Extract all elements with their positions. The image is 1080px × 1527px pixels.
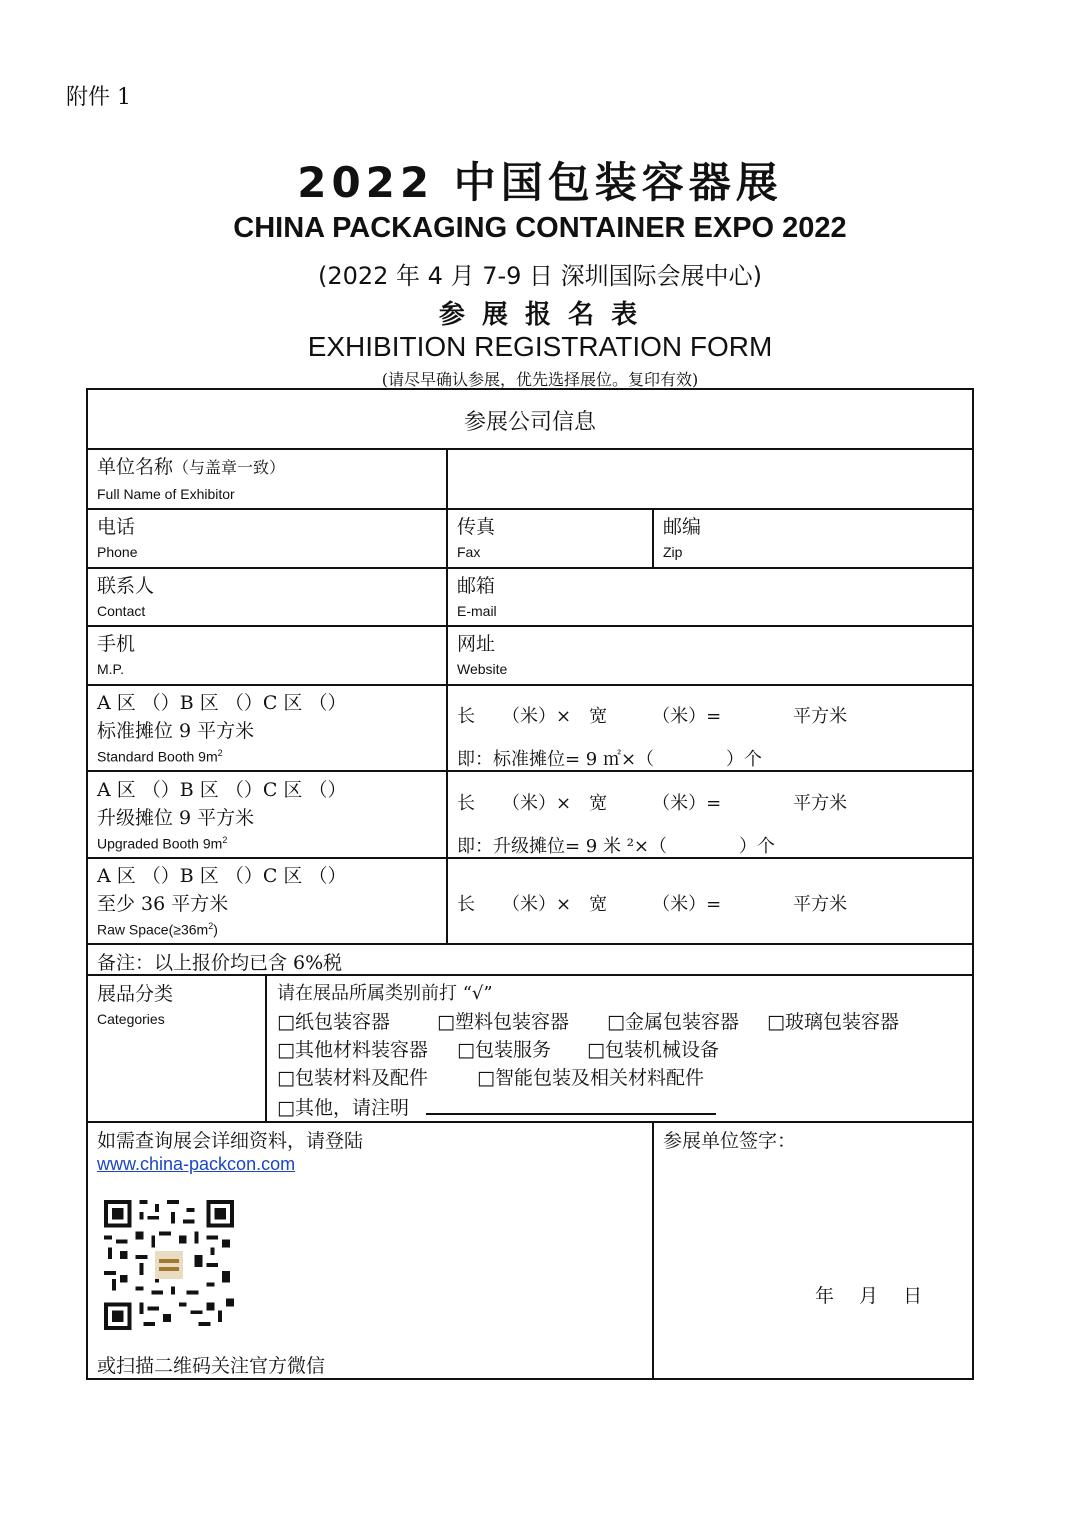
qr-code-icon [104, 1200, 234, 1330]
mobile-label-cn: 手机 [97, 633, 136, 655]
exhibitor-label [97, 452, 285, 479]
contact-input[interactable] [200, 571, 440, 623]
website-input[interactable] [530, 629, 970, 681]
row-divider [86, 1121, 974, 1123]
query-text: 如需查询展会详细资料，请登陆 [97, 1130, 364, 1152]
booth-name-cn: 升级摊位 9 平方米 [97, 807, 255, 829]
fax-input[interactable] [510, 512, 648, 564]
email-input[interactable] [530, 571, 970, 623]
section-header: 参展公司信息 [463, 410, 596, 435]
exhibitor-label-cn: 单位名称 [97, 456, 174, 478]
qr-caption: 或扫描二维码关注官方微信 [97, 1355, 326, 1377]
contact-label-en: Contact [97, 603, 146, 619]
booth-count-line[interactable]: 即：升级摊位= 9 米 ²×（ ）个 [457, 836, 775, 857]
row-divider [86, 567, 974, 569]
row-divider [86, 508, 974, 510]
row-divider [86, 943, 974, 945]
form-note: (请尽早确认参展，优先选择展位。复印有效) [381, 370, 699, 389]
fax-label-cn: 传真 [457, 516, 496, 538]
categories-label-en: Categories [97, 1011, 165, 1027]
exhibitor-label-note: （与盖章一致） [173, 458, 286, 477]
column-divider [652, 1121, 654, 1380]
category-option[interactable]: □其他材料装容器 [277, 1039, 428, 1061]
row-divider [86, 448, 974, 450]
date-venue: (2022 年 4 月 7-9 日 深圳国际会展中心) [317, 262, 763, 290]
category-option-other[interactable]: □其他，请注明 [277, 1097, 409, 1119]
exhibitor-name-input[interactable] [450, 452, 970, 506]
category-option[interactable]: □包装材料及配件 [277, 1067, 428, 1089]
other-specify-line[interactable] [426, 1113, 716, 1115]
exhibitor-label-en: Full Name of Exhibitor [97, 486, 235, 502]
categories-label-cn: 展品分类 [97, 983, 174, 1005]
booth-name-cn: 标准摊位 9 平方米 [97, 720, 255, 742]
attachment-label: 附件 1 [66, 85, 131, 110]
zip-label-cn: 邮编 [663, 516, 702, 538]
form-title-cn: 参 展 报 名 表 [438, 300, 642, 330]
booth-area-formula[interactable]: 长 （米）× 宽 （米）= 平方米 [457, 793, 848, 814]
form-title-en: EXHIBITION REGISTRATION FORM [307, 331, 773, 362]
phone-input[interactable] [200, 512, 440, 564]
booth-name-en: Raw $Space(\ge 36m^2)$ [97, 921, 218, 938]
booth-zones[interactable]: A 区 （）B 区 （）C 区 （） [97, 865, 347, 887]
website-label-en: Website [457, 661, 508, 677]
signature-label: 参展单位签字： [663, 1130, 797, 1152]
mobile-input[interactable] [200, 629, 440, 681]
column-divider [652, 508, 654, 567]
booth-zones[interactable]: A 区 （）B 区 （）C 区 （） [97, 779, 347, 801]
zip-input[interactable] [720, 512, 970, 564]
category-option[interactable]: □纸包装容器 [277, 1011, 390, 1033]
column-divider [446, 448, 448, 943]
categories-instruction: 请在展品所属类别前打 “√” [277, 983, 493, 1004]
booth-name-cn: 至少 36 平方米 [97, 893, 229, 915]
category-option[interactable]: □金属包装容器 [607, 1011, 739, 1033]
row-divider [86, 625, 974, 627]
contact-label-cn: 联系人 [97, 575, 155, 597]
category-option[interactable]: □包装服务 [457, 1039, 551, 1061]
tax-note: 备注：以上报价均已含 6%税 [97, 952, 343, 974]
column-divider [265, 974, 267, 1121]
phone-label-en: Phone [97, 544, 138, 560]
website-link[interactable]: www.china-packcon.com [97, 1154, 296, 1174]
email-label-cn: 邮箱 [457, 575, 496, 597]
booth-name-en: Upgraded Booth $9m^2$ [97, 835, 228, 852]
category-option[interactable]: □玻璃包装容器 [767, 1011, 899, 1033]
signature-area[interactable] [660, 1150, 970, 1275]
title-en: CHINA PACKAGING CONTAINER EXPO 2022 [233, 212, 847, 244]
fax-label-en: Fax [457, 544, 481, 560]
signature-date[interactable]: 年 月 日 [815, 1285, 923, 1307]
row-divider [86, 684, 974, 686]
booth-name-en: Standard Booth $9m^2$ [97, 748, 223, 765]
category-option[interactable]: □包装机械设备 [587, 1039, 719, 1061]
email-label-en: E-mail [457, 603, 497, 619]
website-label-cn: 网址 [457, 633, 496, 655]
phone-label-cn: 电话 [97, 516, 136, 538]
booth-area-formula[interactable]: 长 （米）× 宽 （米）= 平方米 [457, 894, 848, 915]
zip-label-en: Zip [663, 544, 683, 560]
title-cn: 2022 中国包装容器展 [297, 158, 783, 207]
category-option[interactable]: □塑料包装容器 [437, 1011, 569, 1033]
category-option[interactable]: □智能包装及相关材料配件 [477, 1067, 704, 1089]
booth-count-line[interactable]: 即：标准摊位= 9 ㎡×（ ）个 [457, 749, 763, 770]
booth-area-formula[interactable]: 长 （米）× 宽 （米）= 平方米 [457, 706, 848, 727]
mobile-label-en: M.P. [97, 661, 124, 677]
booth-zones[interactable]: A 区 （）B 区 （）C 区 （） [97, 692, 347, 714]
